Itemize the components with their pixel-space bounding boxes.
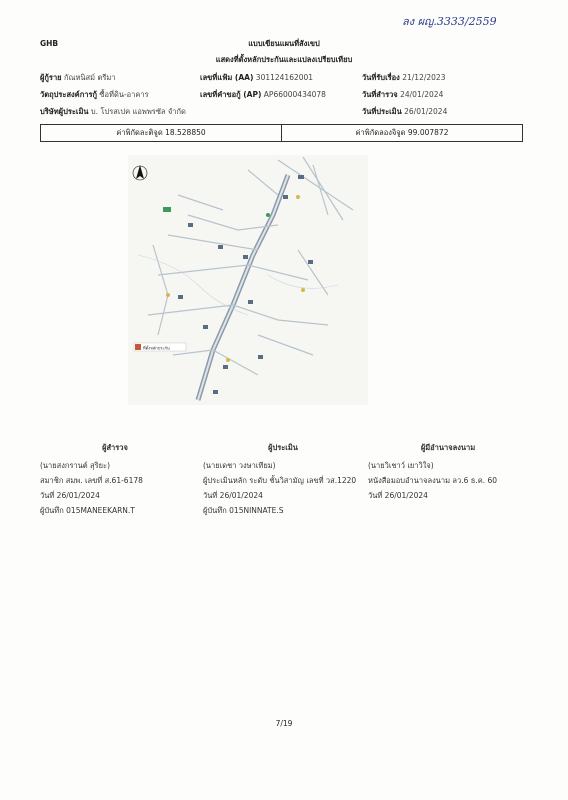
title-line-1: แบบเขียนแผนที่สังเขป xyxy=(248,39,320,48)
appraisal-date-row xyxy=(362,107,447,117)
longitude-value: ค่าพิกัดลองจิจูด 99.007872 xyxy=(281,125,522,141)
title-line-2: แสดงที่ตั้งหลักประกันและแปลงเปรียบเทียบ xyxy=(215,55,353,64)
request-no-label: เลขที่คำขอกู้ (AP) xyxy=(200,90,262,99)
survey-date-label: วันที่สำรวจ xyxy=(362,90,398,99)
received-date-row xyxy=(362,73,445,83)
surveyor-recorder: ผู้บันทึก 015MANEEKARN.T xyxy=(40,506,135,515)
bank-code: GHB xyxy=(40,39,59,48)
appraiser-block xyxy=(203,440,363,518)
surveyor-name: (นายสงกรานต์ สุริยะ) xyxy=(40,461,111,470)
purpose-row xyxy=(40,90,149,100)
borrower-label: ผู้กู้ราย xyxy=(40,73,62,82)
file-no-row xyxy=(200,73,313,83)
appraiser-company-row xyxy=(40,107,186,117)
appraiser-heading: ผู้ประเมิน xyxy=(268,443,298,452)
purpose-label: วัตถุประสงค์การกู้ xyxy=(40,90,98,99)
file-no-value: 301124162001 xyxy=(255,73,314,82)
north-arrow-icon xyxy=(133,165,147,180)
request-no-row xyxy=(200,90,326,100)
received-date-value: 21/12/2023 xyxy=(402,73,446,82)
appraiser-license: ผู้ประเมินหลัก ระดับ ชั้นวิสามัญ เลขที่ วส.1220 xyxy=(203,476,357,485)
purpose-value: ซื้อที่ดิน-อาคาร xyxy=(99,90,149,99)
appraiser-date: วันที่ 26/01/2024 xyxy=(203,491,263,500)
appraiser-name: (นายเดชา วงษาเทียม) xyxy=(203,461,276,470)
appraisal-date-label: วันที่ประเมิน xyxy=(362,107,402,116)
surveyor-heading: ผู้สำรวจ xyxy=(102,443,128,452)
latitude-value: ค่าพิกัดละติจูด 18.528850 xyxy=(116,128,206,137)
received-date-label: วันที่รับเรื่อง xyxy=(362,73,400,82)
surveyor-block xyxy=(40,440,190,518)
appraiser-company-label: บริษัทผู้ประเมิน xyxy=(40,107,89,116)
authorizer-authority: หนังสือมอบอำนาจลงนาม ลว.6 ธ.ค. 60 xyxy=(368,476,498,485)
map-legend-label: ที่ตั้งหลักประกัน xyxy=(143,345,170,351)
authorizer-name: (นายวิเชาว์ เยาวิใจ) xyxy=(368,461,434,470)
authorizer-block xyxy=(368,440,528,503)
file-no-label: เลขที่แฟ้ม (AA) xyxy=(200,73,254,82)
appraisal-date-value: 26/01/2024 xyxy=(404,107,448,116)
survey-date-row xyxy=(362,90,443,100)
authorizer-heading: ผู้มีอำนาจลงนาม xyxy=(420,443,476,452)
survey-date-value: 24/01/2024 xyxy=(400,90,444,99)
authorizer-date: วันที่ 26/01/2024 xyxy=(368,491,428,500)
page-number: 7/19 xyxy=(275,719,293,728)
surveyor-date: วันที่ 26/01/2024 xyxy=(40,491,100,500)
appraiser-recorder: ผู้บันทึก 015NINNATE.S xyxy=(203,506,284,515)
borrower-value: กัณหนิสม์ ตรีมา xyxy=(63,73,116,82)
surveyor-license: สมาชิก สมพ. เลขที่ ส.61-6178 xyxy=(40,476,143,485)
appraiser-company-value: บ. โปรสเปค แอพพรซัล จำกัด xyxy=(90,107,186,116)
handwritten-reference: ลง ผญ.3333/2559 xyxy=(402,15,497,28)
coordinates-box xyxy=(40,124,523,142)
location-map xyxy=(128,155,368,405)
borrower-row xyxy=(40,73,116,83)
request-no-value: AP66000434078 xyxy=(263,90,326,99)
